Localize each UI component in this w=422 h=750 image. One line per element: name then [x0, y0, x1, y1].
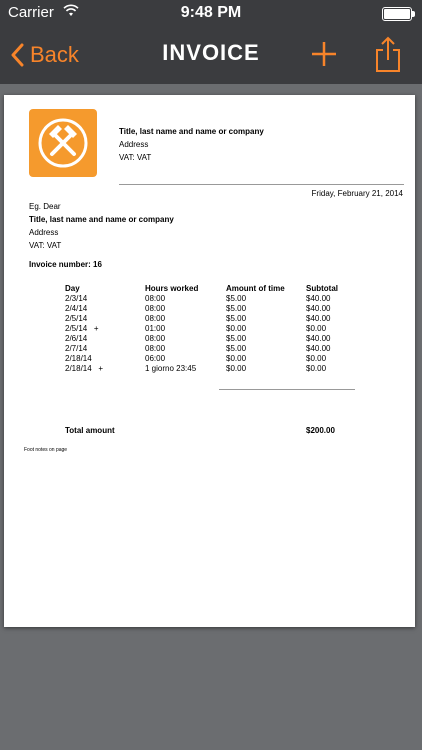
- amount-cell: $0.00: [226, 324, 247, 333]
- hours-cell: 08:00: [145, 334, 166, 343]
- sender-name: Title, last name and name or company: [119, 127, 264, 136]
- amount-cell: $5.00: [226, 334, 247, 343]
- sender-block: [119, 125, 264, 164]
- amount-cell: $5.00: [226, 294, 247, 303]
- amount-cell: $5.00: [226, 344, 247, 353]
- amount-cell: $0.00: [226, 354, 247, 363]
- recipient-address: Address: [29, 228, 59, 237]
- add-button[interactable]: [309, 39, 339, 69]
- column-header: Hours worked: [145, 284, 199, 293]
- day-cell: 2/4/14: [65, 304, 88, 313]
- subtotal-cell: $40.00: [306, 334, 331, 343]
- total-label: Total amount: [65, 426, 115, 435]
- day-cell: 2/6/14: [65, 334, 88, 343]
- table-row: [4, 364, 415, 374]
- hours-cell: 08:00: [145, 304, 166, 313]
- subtotal-cell: $0.00: [306, 354, 327, 363]
- hours-cell: 08:00: [145, 294, 166, 303]
- subtotal-cell: $40.00: [306, 344, 331, 353]
- table-row: [4, 354, 415, 364]
- invoice-number: Invoice number: 16: [29, 260, 102, 269]
- company-logo: [29, 109, 97, 177]
- table-row: [4, 314, 415, 324]
- status-bar: [0, 0, 422, 26]
- sender-vat: VAT: VAT: [119, 153, 152, 162]
- day-cell: 2/18/14 +: [65, 364, 104, 373]
- hours-cell: 06:00: [145, 354, 166, 363]
- invoice-date: Friday, February 21, 2014: [311, 189, 403, 198]
- day-cell: 2/5/14: [65, 314, 88, 323]
- invoice-document: [4, 95, 415, 627]
- hours-cell: 1 giorno 23:45: [145, 364, 197, 373]
- share-icon: [374, 36, 402, 74]
- table-row: [4, 334, 415, 344]
- subtotal-cell: $40.00: [306, 304, 331, 313]
- day-cell: 2/18/14: [65, 354, 92, 363]
- column-header: Subtotal: [306, 284, 338, 293]
- status-time: 9:48 PM: [180, 4, 242, 21]
- day-cell: 2/3/14: [65, 294, 88, 303]
- hours-cell: 01:00: [145, 324, 166, 333]
- hours-cell: 08:00: [145, 314, 166, 323]
- hours-cell: 08:00: [145, 344, 166, 353]
- table-header: [4, 284, 415, 294]
- recipient-name: Title, last name and name or company: [29, 215, 174, 224]
- navigation-bar: [0, 26, 422, 84]
- amount-cell: $5.00: [226, 304, 247, 313]
- footnote: Foot notes on page: [24, 447, 68, 453]
- carrier-label: Carrier: [8, 4, 54, 21]
- back-button-label: Back: [30, 42, 79, 67]
- column-header: Day: [65, 284, 80, 293]
- plus-icon: [309, 39, 339, 69]
- battery-icon: [382, 7, 412, 21]
- header-divider: [119, 184, 404, 185]
- recipient-greeting: Eg. Dear: [29, 202, 61, 211]
- table-row: [4, 294, 415, 304]
- table-row: [4, 324, 415, 334]
- crossed-hammers-icon: [35, 115, 91, 171]
- share-button[interactable]: [374, 36, 402, 74]
- day-cell: 2/5/14 +: [65, 324, 99, 333]
- top-bar: [0, 0, 422, 84]
- subtotal-cell: $0.00: [306, 364, 327, 373]
- recipient-vat: VAT: VAT: [29, 241, 62, 250]
- table-row: [4, 304, 415, 314]
- totals-divider: [219, 389, 355, 390]
- subtotal-cell: $40.00: [306, 314, 331, 323]
- amount-cell: $0.00: [226, 364, 247, 373]
- table-row: [4, 344, 415, 354]
- subtotal-cell: $40.00: [306, 294, 331, 303]
- subtotal-cell: $0.00: [306, 324, 327, 333]
- sender-address: Address: [119, 140, 149, 149]
- amount-cell: $5.00: [226, 314, 247, 323]
- day-cell: 2/7/14: [65, 344, 88, 353]
- page-title: INVOICE: [162, 40, 260, 65]
- column-header: Amount of time: [226, 284, 285, 293]
- total-amount: $200.00: [306, 426, 335, 435]
- recipient-block: [29, 200, 174, 252]
